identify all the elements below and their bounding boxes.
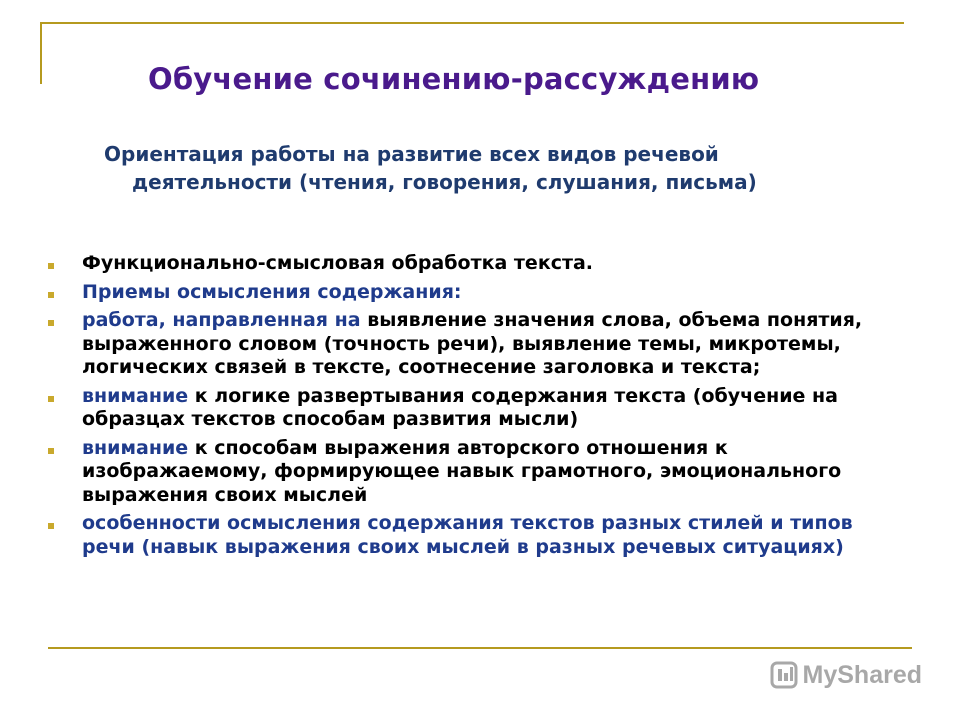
subtitle-line-1: Ориентация работы на развитие всех видов речевой (104, 142, 719, 166)
bullet-list (40, 252, 900, 564)
square-bullet-icon (48, 292, 54, 298)
slide-subtitle (104, 140, 884, 196)
slide-title: Обучение сочинению-рассуждению (148, 62, 760, 96)
bullet-blue-text: Приемы осмысления содержания: (82, 280, 462, 303)
bullet-blue-text: внимание (82, 384, 195, 407)
myshared-watermark (769, 660, 922, 690)
square-bullet-icon (48, 320, 54, 326)
square-bullet-icon (48, 523, 54, 529)
bullet-item (40, 385, 900, 432)
bullet-blue-text: внимание (82, 436, 195, 459)
square-bullet-icon (48, 263, 54, 269)
frame-left-line (40, 22, 42, 84)
watermark-text: MyShared (802, 660, 922, 689)
frame-top-line (40, 22, 904, 24)
bullet-item (40, 281, 900, 305)
bullet-item (40, 512, 900, 559)
frame-bottom-line (48, 647, 912, 649)
bullet-item (40, 437, 900, 508)
bullet-text: к способам выражения авторского отношения к изображаемому, формирующее навык грамотного, эмоционального выражения своих мыслей (82, 436, 842, 506)
square-bullet-icon (48, 448, 54, 454)
myshared-logo-icon (769, 660, 799, 690)
bullet-text: к логике развертывания содержания текста (обучение на образцах текстов способам развития мысли) (82, 384, 838, 430)
bullet-blue-text: работа, направленная на (82, 309, 368, 331)
bullet-item (40, 309, 900, 380)
bullet-text: Функционально-смысловая обработка текста. (82, 252, 594, 274)
square-bullet-icon (48, 396, 54, 402)
subtitle-line-2: деятельности (чтения, говорения, слушания, письма) (132, 170, 757, 194)
bullet-text: выявление значения слова, объема понятия, выраженного словом (точность речи), выявление темы, микротемы, логических связей в тексте, соотнесение заголовка и текста; (82, 309, 863, 378)
bullet-blue-text: особенности осмысления содержания текстов разных стилей и типов речи (навык выражения своих мыслей в разных речевых ситуациях) (82, 512, 853, 558)
bullet-item (40, 252, 900, 276)
